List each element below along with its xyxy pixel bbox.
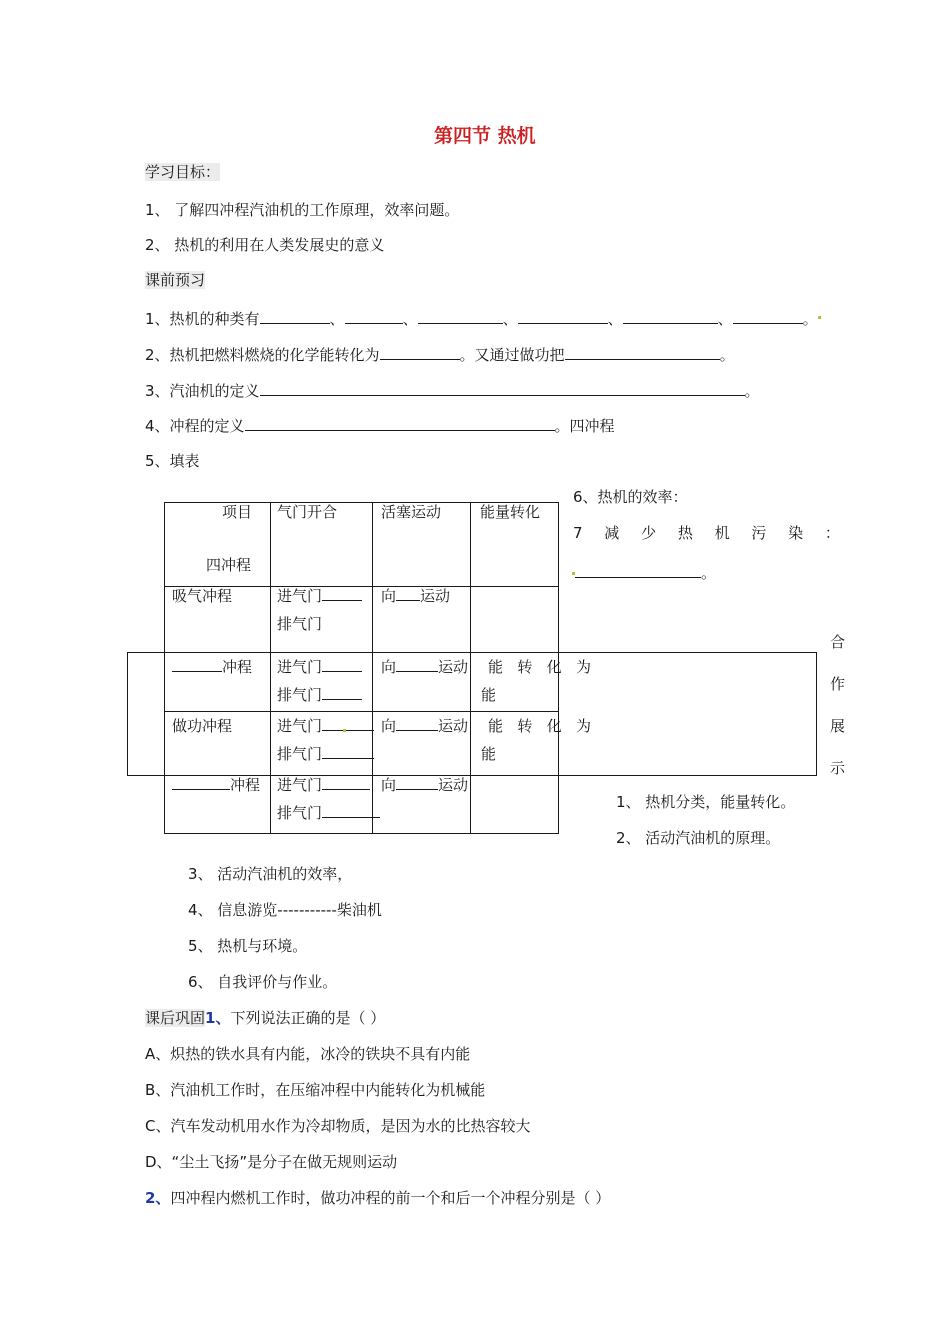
blank[interactable] xyxy=(623,308,718,324)
side-q6: 6、热机的效率： xyxy=(573,488,688,506)
row4-valve2: 排气门 xyxy=(277,799,380,827)
preview-q1: 1、热机的种类有 、 、 、 、 、 。 xyxy=(145,310,818,328)
row4-piston: 向 运动 xyxy=(381,776,469,794)
table-header-valve: 气门开合 xyxy=(277,503,338,521)
blank[interactable] xyxy=(418,308,503,324)
row-power-name: 做功冲程 xyxy=(172,717,233,735)
page-title: 第四节 热机 xyxy=(434,125,536,147)
preview-q3: 3、汽油机的定义 。 xyxy=(145,382,760,400)
option-c: C、汽车发动机用水作为冷却物质，是因为水的比热容较大 xyxy=(145,1117,531,1135)
row3-piston: 向 运动 xyxy=(381,717,469,735)
table-header-item: 项目 xyxy=(222,503,253,521)
coop-item: 1、 热机分类，能量转化。 xyxy=(616,793,796,811)
row2-valve1: 进气门 xyxy=(277,653,362,681)
row3-valve2: 排气门 xyxy=(277,740,374,768)
blank[interactable] xyxy=(575,562,701,578)
row-intake-valve2: 排气门 xyxy=(277,615,323,633)
row2-valve2: 排气门 xyxy=(277,681,362,709)
blank[interactable] xyxy=(245,415,555,431)
blank[interactable] xyxy=(380,344,460,360)
side-q7: 7 减 少 热 机 污 染 ： xyxy=(573,524,840,542)
coop-item: 5、 热机与环境。 xyxy=(188,937,308,955)
coop-item: 4、 信息游览-----------柴油机 xyxy=(188,901,382,919)
blank[interactable] xyxy=(518,308,608,324)
option-a: A、炽热的铁水具有内能，冰冷的铁块不具有内能 xyxy=(145,1045,471,1063)
row-intake-name: 吸气冲程 xyxy=(172,587,233,605)
coop-label-char: 作 xyxy=(830,675,846,693)
option-b: B、汽油机工作时，在压缩冲程中内能转化为机械能 xyxy=(145,1081,486,1099)
side-q7-answer: 。 xyxy=(575,562,716,583)
artifact-dot xyxy=(572,572,575,575)
after-q1: 课后巩固1、下列说法正确的是（ ） xyxy=(145,1009,386,1027)
preview-heading: 课前预习 xyxy=(145,271,206,289)
preview-q5: 5、填表 xyxy=(145,452,200,470)
row2-energy2: 能 xyxy=(481,686,497,704)
table-header-energy: 能量转化 xyxy=(480,503,541,521)
preview-q4: 4、冲程的定义 。四冲程 xyxy=(145,417,615,435)
row-blank-name: 冲程 xyxy=(172,653,252,681)
row3-energy2: 能 xyxy=(481,745,497,763)
row4-valve1: 进气门 xyxy=(277,771,370,799)
coop-label-char: 示 xyxy=(830,759,846,777)
row4-name: 冲程 xyxy=(172,771,260,799)
blank[interactable] xyxy=(733,308,803,324)
row-intake-valve1: 进气门 xyxy=(277,582,362,610)
table-header-piston: 活塞运动 xyxy=(381,503,442,521)
row2-piston: 向 运动 xyxy=(381,658,469,676)
artifact-dot xyxy=(818,316,821,319)
row-intake-piston: 向 运动 xyxy=(381,587,451,605)
row3-valve1: 进气门 xyxy=(277,712,374,740)
coop-item: 3、 活动汽油机的效率， xyxy=(188,865,353,883)
coop-item: 6、 自我评价与作业。 xyxy=(188,973,338,991)
row2-energy: 能 转 化 为 xyxy=(488,658,591,676)
coop-label-char: 合 xyxy=(830,633,846,651)
preview-q2: 2、热机把燃料燃烧的化学能转化为 。又通过做功把 。 xyxy=(145,346,735,364)
artifact-dot xyxy=(343,729,346,732)
goal-item: 2、 热机的利用在人类发展史的意义 xyxy=(145,236,385,254)
option-d: D、“尘土飞扬”是分子在做无规则运动 xyxy=(145,1153,398,1171)
blank[interactable] xyxy=(260,308,330,324)
blank[interactable] xyxy=(345,308,403,324)
row3-energy: 能 转 化 为 xyxy=(488,717,591,735)
after-q2: 2、四冲程内燃机工作时，做功冲程的前一个和后一个冲程分别是（ ） xyxy=(145,1189,611,1207)
table-header-stroke: 四冲程 xyxy=(206,556,252,574)
coop-label-char: 展 xyxy=(830,717,846,735)
coop-item: 2、 活动汽油机的原理。 xyxy=(616,829,781,847)
goals-heading: 学习目标： xyxy=(145,163,221,181)
blank[interactable] xyxy=(260,380,745,396)
goal-item: 1、 了解四冲程汽油机的工作原理，效率问题。 xyxy=(145,201,460,219)
blank[interactable] xyxy=(565,344,720,360)
